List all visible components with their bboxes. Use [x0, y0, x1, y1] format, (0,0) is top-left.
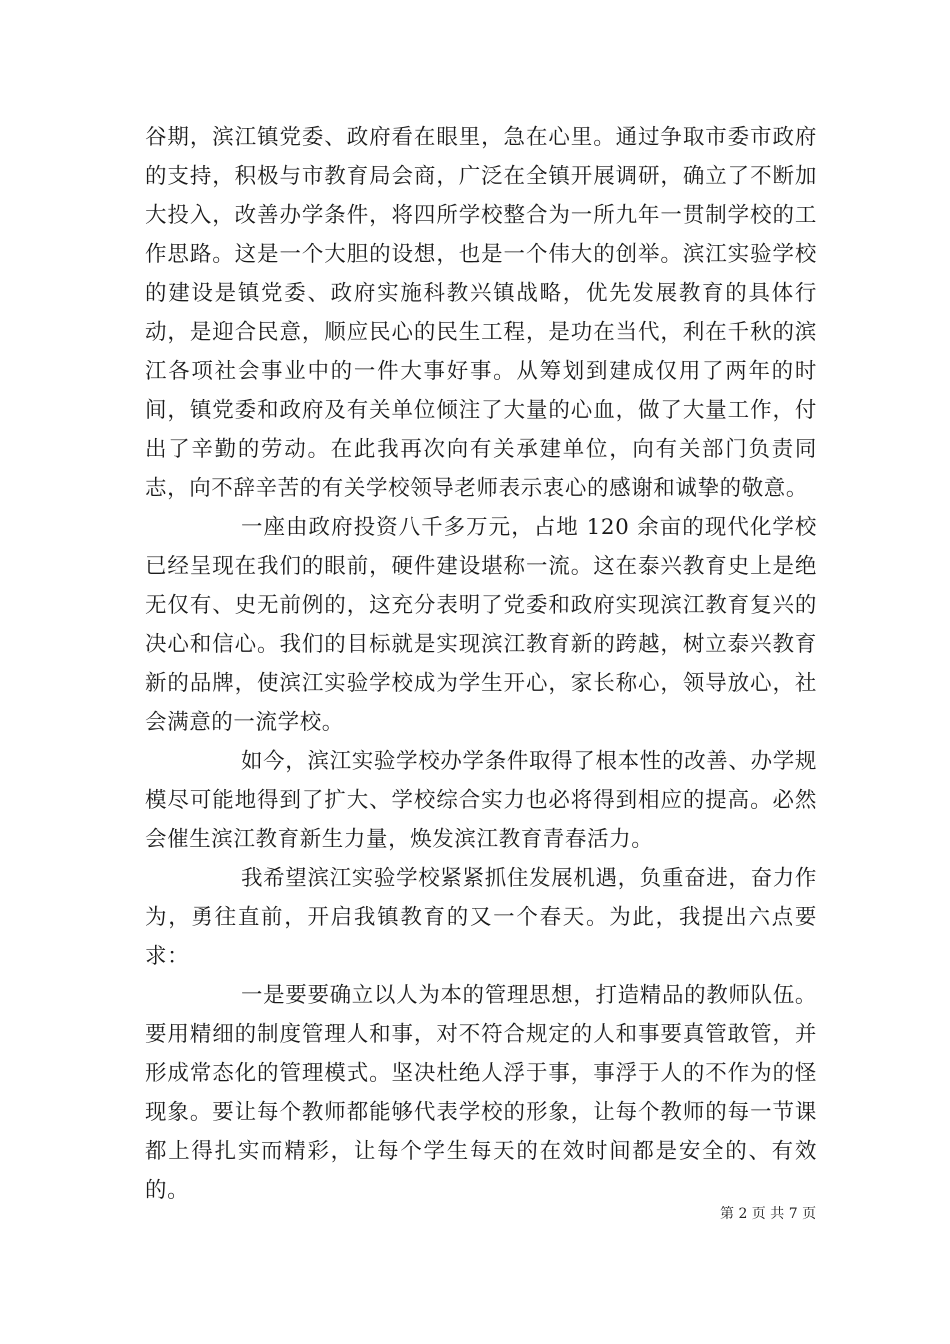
page-number-label: 第 2 页 共 7 页 — [720, 1206, 817, 1222]
paragraph-2: 一座由政府投资八千多万元，占地 120 余亩的现代化学校已经呈现在我们的眼前，硬件建设堪称一流。这在泰兴教育史上是绝无仅有、史无前例的，这充分表明了党委和政府实现滨江教育复兴的决心和信心。我们的目标就是实现滨江教育新的跨越，树立泰兴教育新的品牌，使滨江实验学校成为学生开心，家长称心，领导放心，社会满意的一流学校。 — [145, 515, 817, 735]
body-text — [145, 118, 817, 1210]
page-number-footer — [720, 1203, 816, 1223]
paragraph-1: 谷期，滨江镇党委、政府看在眼里，急在心里。通过争取市委市政府的支持，积极与市教育局会商，广泛在全镇开展调研，确立了不断加大投入，改善办学条件，将四所学校整合为一所九年一贯制学校的工作思路。这是一个大胆的设想，也是一个伟大的创举。滨江实验学校的建设是镇党委、政府实施科教兴镇战略，优先发展教育的具体行动，是迎合民意，顺应民心的民生工程，是功在当代，利在千秋的滨江各项社会事业中的一件大事好事。从筹划到建成仅用了两年的时间，镇党委和政府及有关单位倾注了大量的心血，做了大量工作，付出了辛勤的劳动。在此我再次向有关承建单位，向有关部门负责同志，向不辞辛苦的有关学校领导老师表示衷心的感谢和诚挚的敬意。 — [145, 125, 817, 501]
paragraph-4: 我希望滨江实验学校紧紧抓住发展机遇，负重奋进，奋力作为，勇往直前，开启我镇教育的又一个春天。为此，我提出六点要求： — [145, 866, 817, 969]
paragraph-5: 一是要要确立以人为本的管理思想，打造精品的教师队伍。要用精细的制度管理人和事，对不符合规定的人和事要真管敢管，并形成常态化的管理模式。坚决杜绝人浮于事，事浮于人的不作为的怪现象。要让每个教师都能够代表学校的形象，让每个教师的每一节课都上得扎实而精彩，让每个学生每天的在效时间都是安全的、有效的。 — [145, 983, 817, 1203]
paragraph-3: 如今，滨江实验学校办学条件取得了根本性的改善、办学规模尽可能地得到了扩大、学校综合实力也必将得到相应的提高。必然会催生滨江教育新生力量，焕发滨江教育青春活力。 — [145, 749, 817, 852]
